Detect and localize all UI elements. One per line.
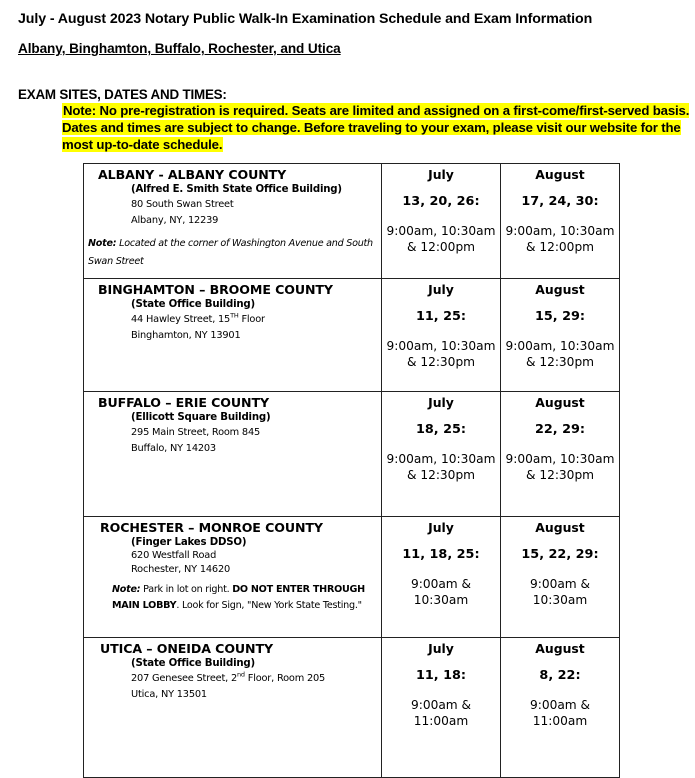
- exam-times: 9:00am, 10:30am & 12:00pm: [505, 224, 615, 254]
- month-label: July: [428, 282, 454, 297]
- exam-times: 9:00am, 10:30am & 12:30pm: [505, 452, 615, 482]
- july-cell: [382, 279, 501, 392]
- site-name: UTICA – ONEIDA COUNTY: [100, 641, 274, 656]
- exam-schedule-table: [83, 163, 620, 778]
- site-name: BINGHAMTON – BROOME COUNTY: [98, 282, 333, 297]
- july-cell: [382, 164, 501, 279]
- table-row-binghamton: [84, 279, 620, 392]
- site-address-line1: 620 Westfall Road: [131, 550, 217, 561]
- site-note: [88, 235, 373, 271]
- site-note-label: Note:: [112, 584, 141, 595]
- note-label: Note:: [63, 103, 96, 118]
- document-subtitle: Albany, Binghamton, Buffalo, Rochester, and Utica: [18, 41, 341, 56]
- month-label: August: [535, 167, 585, 182]
- site-name: ROCHESTER – MONROE COUNTY: [100, 520, 323, 535]
- exam-times: 9:00am, 10:30am & 12:30pm: [386, 452, 496, 482]
- site-cell: [84, 392, 382, 517]
- exam-times: 9:00am & 10:30am: [529, 577, 591, 607]
- table-row-rochester: [84, 517, 620, 638]
- august-cell: [501, 517, 620, 638]
- note-highlight: [62, 103, 689, 152]
- table-row-albany: [84, 164, 620, 279]
- july-cell: [382, 392, 501, 517]
- month-label: July: [428, 395, 454, 410]
- site-address-line2: Buffalo, NY 14203: [131, 443, 216, 454]
- site-name: BUFFALO – ERIE COUNTY: [98, 395, 269, 410]
- note-text: No pre-registration is required. Seats are limited and assigned on a first-come/first-served basis. Dates and times are subject to change. Before traveling to your exam, please visit our website for the most up-to-date schedule.: [62, 103, 690, 152]
- site-building: (Ellicott Square Building): [131, 412, 271, 423]
- site-address-line1: 80 South Swan Street: [131, 199, 234, 210]
- exam-dates: 18, 25:: [415, 422, 467, 437]
- exam-dates: 11, 18, 25:: [402, 547, 480, 562]
- registration-note: [62, 102, 692, 153]
- july-cell: [382, 517, 501, 638]
- exam-dates: 13, 20, 26:: [402, 194, 480, 209]
- july-cell: [382, 638, 501, 778]
- site-address-line2: Albany, NY, 12239: [131, 215, 219, 226]
- site-note-label: Note:: [88, 238, 117, 249]
- month-label: August: [535, 282, 585, 297]
- site-cell: [84, 517, 382, 638]
- section-heading: EXAM SITES, DATES AND TIMES:: [18, 87, 227, 102]
- exam-times: 9:00am & 11:00am: [529, 698, 591, 728]
- site-note-warning: DO NOT ENTER THROUGH MAIN LOBBY: [112, 584, 365, 611]
- exam-times: 9:00am & 11:00am: [410, 698, 472, 728]
- site-building: (State Office Building): [131, 658, 255, 669]
- site-cell: [84, 164, 382, 279]
- august-cell: [501, 638, 620, 778]
- exam-times: 9:00am, 10:30am & 12:30pm: [505, 339, 615, 369]
- exam-dates: 11, 25:: [415, 309, 467, 324]
- exam-times: 9:00am & 10:30am: [410, 577, 472, 607]
- site-building: (Finger Lakes DDSO): [131, 537, 247, 548]
- month-label: July: [428, 520, 454, 535]
- exam-times: 9:00am, 10:30am & 12:30pm: [386, 339, 496, 369]
- site-name: ALBANY - ALBANY COUNTY: [98, 167, 287, 182]
- exam-times: 9:00am, 10:30am & 12:00pm: [386, 224, 496, 254]
- month-label: August: [535, 641, 585, 656]
- site-note: Note: Park in lot on right. DO NOT ENTER THROUGH MAIN LOBBY. Look for Sign, "New York State Testing.": [112, 584, 365, 611]
- site-address-line2: Rochester, NY 14620: [131, 564, 231, 575]
- site-building: (Alfred E. Smith State Office Building): [131, 184, 342, 195]
- site-address-line2: Utica, NY 13501: [131, 689, 207, 700]
- month-label: August: [535, 520, 585, 535]
- site-cell: [84, 638, 382, 778]
- month-label: August: [535, 395, 585, 410]
- site-building: (State Office Building): [131, 299, 255, 310]
- site-address-line2: Binghamton, NY 13901: [131, 330, 241, 341]
- august-cell: [501, 392, 620, 517]
- site-address-line1: 44 Hawley Street, 15TH Floor: [131, 311, 265, 325]
- table-row-utica: [84, 638, 620, 778]
- site-cell: [84, 279, 382, 392]
- august-cell: [501, 279, 620, 392]
- document-title: July - August 2023 Notary Public Walk-In Examination Schedule and Exam Information: [18, 11, 593, 27]
- exam-dates: 11, 18:: [415, 668, 467, 683]
- exam-dates: 15, 22, 29:: [521, 547, 599, 562]
- exam-dates: 15, 29:: [534, 309, 586, 324]
- site-address-line1: 207 Genesee Street, 2nd Floor, Room 205: [131, 670, 326, 684]
- site-note-text: Located at the corner of Washington Avenue and South Swan Street: [88, 238, 373, 267]
- month-label: July: [428, 641, 454, 656]
- exam-dates: 8, 22:: [539, 668, 581, 683]
- exam-dates: 22, 29:: [534, 422, 586, 437]
- table-row-buffalo: [84, 392, 620, 517]
- site-address-line1: 295 Main Street, Room 845: [131, 427, 261, 438]
- august-cell: [501, 164, 620, 279]
- exam-dates: 17, 24, 30:: [521, 194, 599, 209]
- month-label: July: [428, 167, 454, 182]
